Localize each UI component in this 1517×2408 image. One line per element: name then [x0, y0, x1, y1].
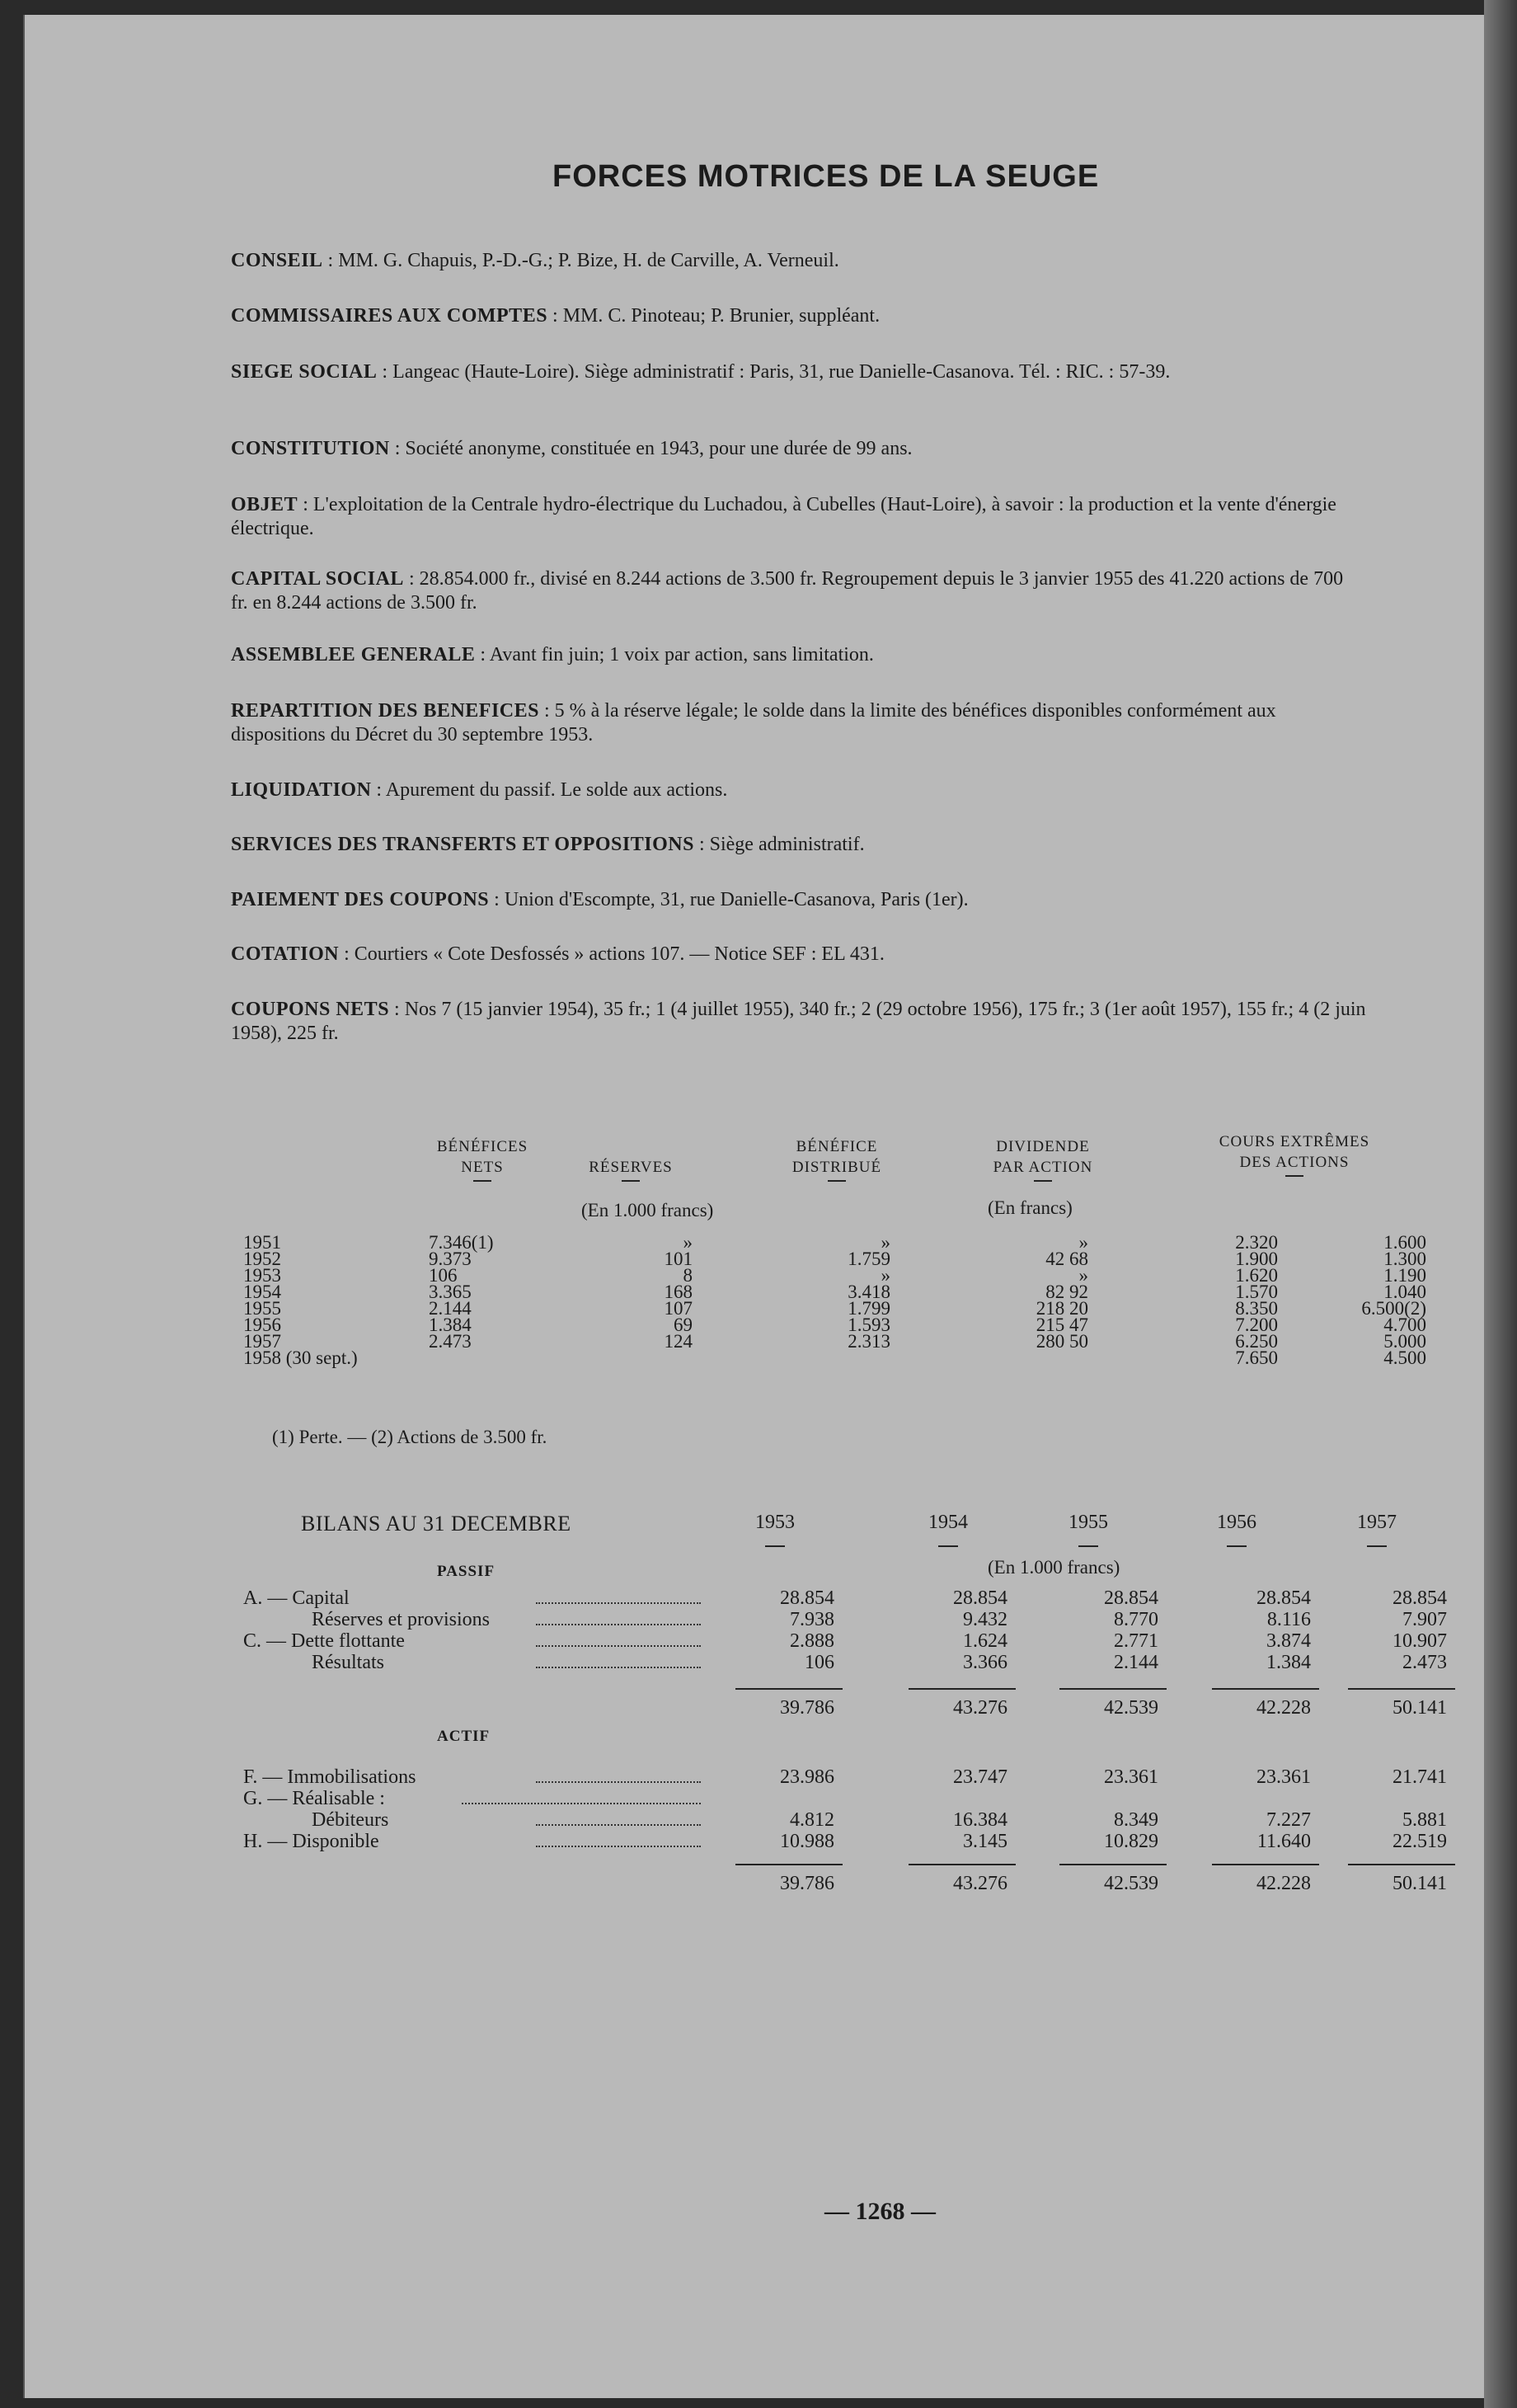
row-benefices: 9.373	[429, 1249, 472, 1269]
results-footnote: (1) Perte. — (2) Actions de 3.500 fr.	[272, 1427, 547, 1447]
bilans-value: 22.519	[1393, 1831, 1447, 1852]
header-dividende: DIVIDENDE PAR ACTION	[981, 1136, 1105, 1182]
row-cours-bas: 1.190	[1383, 1265, 1426, 1286]
row-distribue: 2.313	[848, 1331, 890, 1352]
row-cours-haut: 7.200	[1235, 1315, 1278, 1335]
row-reserves: 101	[664, 1249, 693, 1269]
unit-1000-francs: (En 1.000 francs)	[581, 1200, 714, 1220]
bilans-year: 1957	[1357, 1512, 1397, 1533]
passif-total: 42.228	[1256, 1697, 1311, 1719]
bilans-value: 23.747	[953, 1766, 1007, 1788]
year-dash	[765, 1545, 785, 1547]
bilans-value: 8.116	[1266, 1609, 1311, 1630]
entry-conseil: CONSEIL : MM. G. Chapuis, P.-D.-G.; P. Bize, H. de Carville, A. Verneuil.	[231, 250, 839, 271]
bilans-value: 28.854	[953, 1587, 1007, 1609]
bilans-row-label: Réserves et provisions	[312, 1609, 490, 1630]
total-rule	[735, 1864, 843, 1865]
entry-constitution: CONSTITUTION : Société anonyme, constituée en 1943, pour une durée de 99 ans.	[231, 438, 913, 459]
total-rule	[1348, 1688, 1455, 1690]
bilans-value: 2.771	[1114, 1630, 1158, 1652]
bilans-value: 3.145	[963, 1831, 1007, 1852]
entry-objet: OBJET : L'exploitation de la Centrale hydro-électrique du Luchadou, à Cubelles (Haut-Loire), à savoir : la production et la vente d'énergie électrique.	[231, 494, 1336, 539]
row-year: 1958 (30 sept.)	[243, 1347, 358, 1368]
row-distribue: »	[881, 1265, 890, 1286]
year-dash	[938, 1545, 958, 1547]
row-dividende: 82 92	[1045, 1282, 1088, 1302]
row-distribue: 1.759	[848, 1249, 890, 1269]
row-cours-bas: 1.600	[1383, 1232, 1426, 1253]
passif-total: 39.786	[780, 1697, 834, 1719]
row-benefices: 2.144	[429, 1298, 472, 1319]
bilans-value: 10.829	[1104, 1831, 1158, 1852]
year-dash	[1078, 1545, 1098, 1547]
bilans-value: 9.432	[963, 1609, 1007, 1630]
row-dividende: 215 47	[1036, 1315, 1088, 1335]
leader-dots	[536, 1816, 701, 1826]
entry-transferts: SERVICES DES TRANSFERTS ET OPPOSITIONS : Siège administratif.	[231, 834, 865, 855]
row-cours-haut: 1.570	[1235, 1282, 1278, 1302]
passif-total: 43.276	[953, 1697, 1007, 1719]
row-benefices: 1.384	[429, 1315, 472, 1335]
row-dividende: »	[1078, 1265, 1088, 1286]
row-dividende: 42 68	[1045, 1249, 1088, 1269]
row-year: 1953	[243, 1265, 281, 1286]
row-distribue: 1.799	[848, 1298, 890, 1319]
entry-liquidation: LIQUIDATION : Apurement du passif. Le solde aux actions.	[231, 779, 728, 801]
row-cours-bas: 5.000	[1383, 1331, 1426, 1352]
row-reserves: 69	[674, 1315, 693, 1335]
row-distribue: 3.418	[848, 1282, 890, 1302]
entry-cotation: COTATION : Courtiers « Cote Desfossés » actions 107. — Notice SEF : EL 431.	[231, 943, 885, 965]
bilans-row-label: Résultats	[312, 1652, 384, 1673]
year-dash	[1367, 1545, 1387, 1547]
row-cours-bas: 4.700	[1383, 1315, 1426, 1335]
bilans-row-label: Débiteurs	[312, 1809, 389, 1831]
row-year: 1957	[243, 1331, 281, 1352]
book-edge	[1484, 0, 1517, 2408]
bilans-value: 23.361	[1104, 1766, 1158, 1788]
bilans-value: 16.384	[953, 1809, 1007, 1831]
bilans-value: 3.366	[963, 1652, 1007, 1673]
bilans-year: 1953	[755, 1512, 795, 1533]
bilans-value: 21.741	[1393, 1766, 1447, 1788]
row-distribue: 1.593	[848, 1315, 890, 1335]
header-reserves: RÉSERVES	[577, 1157, 684, 1182]
bilans-year: 1956	[1217, 1512, 1256, 1533]
bilans-value: 10.907	[1393, 1630, 1447, 1652]
bilans-value: 3.874	[1266, 1630, 1311, 1652]
bilans-year: 1955	[1068, 1512, 1108, 1533]
header-cours: COURS EXTRÊMES DES ACTIONS	[1212, 1131, 1377, 1177]
leader-dots	[536, 1616, 701, 1625]
row-benefices: 2.473	[429, 1331, 472, 1352]
entry-assemblee-generale: ASSEMBLEE GENERALE : Avant fin juin; 1 voix par action, sans limitation.	[231, 644, 874, 665]
unit-francs: (En francs)	[988, 1197, 1073, 1218]
bilans-row-label: A. — Capital	[243, 1587, 350, 1609]
bilans-value: 7.907	[1402, 1609, 1447, 1630]
leader-dots	[536, 1658, 701, 1668]
leader-dots	[536, 1637, 701, 1647]
row-benefices: 7.346(1)	[429, 1232, 494, 1253]
row-reserves: »	[683, 1232, 693, 1253]
row-cours-haut: 1.900	[1235, 1249, 1278, 1269]
entry-coupons-nets: COUPONS NETS : Nos 7 (15 janvier 1954), 35 fr.; 1 (4 juillet 1955), 340 fr.; 2 (29 octobre 1956), 175 fr.; 3 (1er août 1957), 155 fr.; 4 (2 juin 1958), 225 fr.	[231, 999, 1366, 1044]
row-dividende: 218 20	[1036, 1298, 1088, 1319]
total-rule	[735, 1688, 843, 1690]
row-reserves: 168	[664, 1282, 693, 1302]
bilans-value: 28.854	[780, 1587, 834, 1609]
entry-repartition: REPARTITION DES BENEFICES : 5 % à la réserve légale; le solde dans la limite des bénéfices disponibles conformément aux dispositions du Décret du 30 septembre 1953.	[231, 700, 1276, 745]
row-benefices: 3.365	[429, 1282, 472, 1302]
entry-siege-social: SIEGE SOCIAL : Langeac (Haute-Loire). Siège administratif : Paris, 31, rue Danielle-Casanova. Tél. : RIC. : 57-39.	[231, 361, 1171, 383]
actif-label: ACTIF	[437, 1728, 491, 1745]
total-rule	[909, 1688, 1016, 1690]
row-reserves: 8	[683, 1265, 693, 1286]
header-benefice-distribue: BÉNÉFICE DISTRIBUÉ	[783, 1136, 890, 1182]
entry-capital-social: CAPITAL SOCIAL : 28.854.000 fr., divisé en 8.244 actions de 3.500 fr. Regroupement depuis le 3 janvier 1955 des 41.220 actions de 700 fr. en 8.244 actions de 3.500 fr.	[231, 568, 1344, 614]
bilans-year: 1954	[928, 1512, 968, 1533]
row-cours-haut: 8.350	[1235, 1298, 1278, 1319]
page-number: — 1268 —	[824, 2198, 936, 2225]
bilans-value: 28.854	[1104, 1587, 1158, 1609]
bilans-value: 4.812	[790, 1809, 834, 1831]
row-dividende: 280 50	[1036, 1331, 1088, 1352]
bilans-row-label: G. — Réalisable :	[243, 1788, 385, 1809]
row-cours-bas: 1.300	[1383, 1249, 1426, 1269]
row-benefices: 106	[429, 1265, 458, 1286]
total-rule	[1059, 1864, 1167, 1865]
row-dividende: »	[1078, 1232, 1088, 1253]
row-cours-haut: 7.650	[1235, 1347, 1278, 1368]
bilans-value: 8.770	[1114, 1609, 1158, 1630]
entry-commissaires: COMMISSAIRES AUX COMPTES : MM. C. Pinoteau; P. Brunier, suppléant.	[231, 305, 881, 327]
leader-dots	[536, 1594, 701, 1604]
bilans-value: 2.144	[1114, 1652, 1158, 1673]
bilans-title: BILANS AU 31 DECEMBRE	[301, 1512, 571, 1536]
row-distribue: »	[881, 1232, 890, 1253]
row-cours-haut: 2.320	[1235, 1232, 1278, 1253]
leader-dots	[536, 1837, 701, 1847]
bilans-value: 5.881	[1402, 1809, 1447, 1831]
row-cours-bas: 4.500	[1383, 1347, 1426, 1368]
passif-total: 42.539	[1104, 1697, 1158, 1719]
row-cours-bas: 6.500(2)	[1361, 1298, 1426, 1319]
row-reserves: 107	[664, 1298, 693, 1319]
header-benefices: BÉNÉFICES NETS	[429, 1136, 536, 1182]
passif-total: 50.141	[1393, 1697, 1447, 1719]
actif-total: 50.141	[1393, 1873, 1447, 1894]
row-year: 1954	[243, 1282, 281, 1302]
bilans-value: 1.624	[963, 1630, 1007, 1652]
bilans-value: 2.473	[1402, 1652, 1447, 1673]
page-title: FORCES MOTRICES DE LA SEUGE	[552, 159, 1100, 194]
bilans-value: 7.938	[790, 1609, 834, 1630]
row-reserves: 124	[664, 1331, 693, 1352]
bilans-value: 28.854	[1393, 1587, 1447, 1609]
total-rule	[1348, 1864, 1455, 1865]
leader-dots	[536, 1773, 701, 1783]
bilans-unit: (En 1.000 francs)	[988, 1557, 1120, 1578]
row-year: 1952	[243, 1249, 281, 1269]
bilans-value: 8.349	[1114, 1809, 1158, 1831]
bilans-value: 106	[805, 1652, 834, 1673]
bilans-value: 28.854	[1256, 1587, 1311, 1609]
row-year: 1955	[243, 1298, 281, 1319]
bilans-row-label: C. — Dette flottante	[243, 1630, 405, 1652]
bilans-value: 1.384	[1266, 1652, 1311, 1673]
entry-paiement-coupons: PAIEMENT DES COUPONS : Union d'Escompte, 31, rue Danielle-Casanova, Paris (1er).	[231, 889, 969, 910]
row-cours-bas: 1.040	[1383, 1282, 1426, 1302]
bilans-row-label: F. — Immobilisations	[243, 1766, 416, 1788]
row-cours-haut: 1.620	[1235, 1265, 1278, 1286]
actif-total: 39.786	[780, 1873, 834, 1894]
bilans-value: 10.988	[780, 1831, 834, 1852]
actif-total: 42.228	[1256, 1873, 1311, 1894]
total-rule	[1059, 1688, 1167, 1690]
row-year: 1956	[243, 1315, 281, 1335]
bilans-row-label: H. — Disponible	[243, 1831, 379, 1852]
bilans-value: 7.227	[1266, 1809, 1311, 1831]
bilans-value: 23.361	[1256, 1766, 1311, 1788]
bilans-value: 23.986	[780, 1766, 834, 1788]
row-cours-haut: 6.250	[1235, 1331, 1278, 1352]
total-rule	[909, 1864, 1016, 1865]
actif-total: 43.276	[953, 1873, 1007, 1894]
actif-total: 42.539	[1104, 1873, 1158, 1894]
bilans-value: 2.888	[790, 1630, 834, 1652]
leader-dots	[462, 1794, 701, 1804]
passif-label: PASSIF	[437, 1563, 495, 1580]
year-dash	[1227, 1545, 1247, 1547]
bilans-value: 11.640	[1256, 1831, 1311, 1852]
row-year: 1951	[243, 1232, 281, 1253]
total-rule	[1212, 1864, 1319, 1865]
total-rule	[1212, 1688, 1319, 1690]
